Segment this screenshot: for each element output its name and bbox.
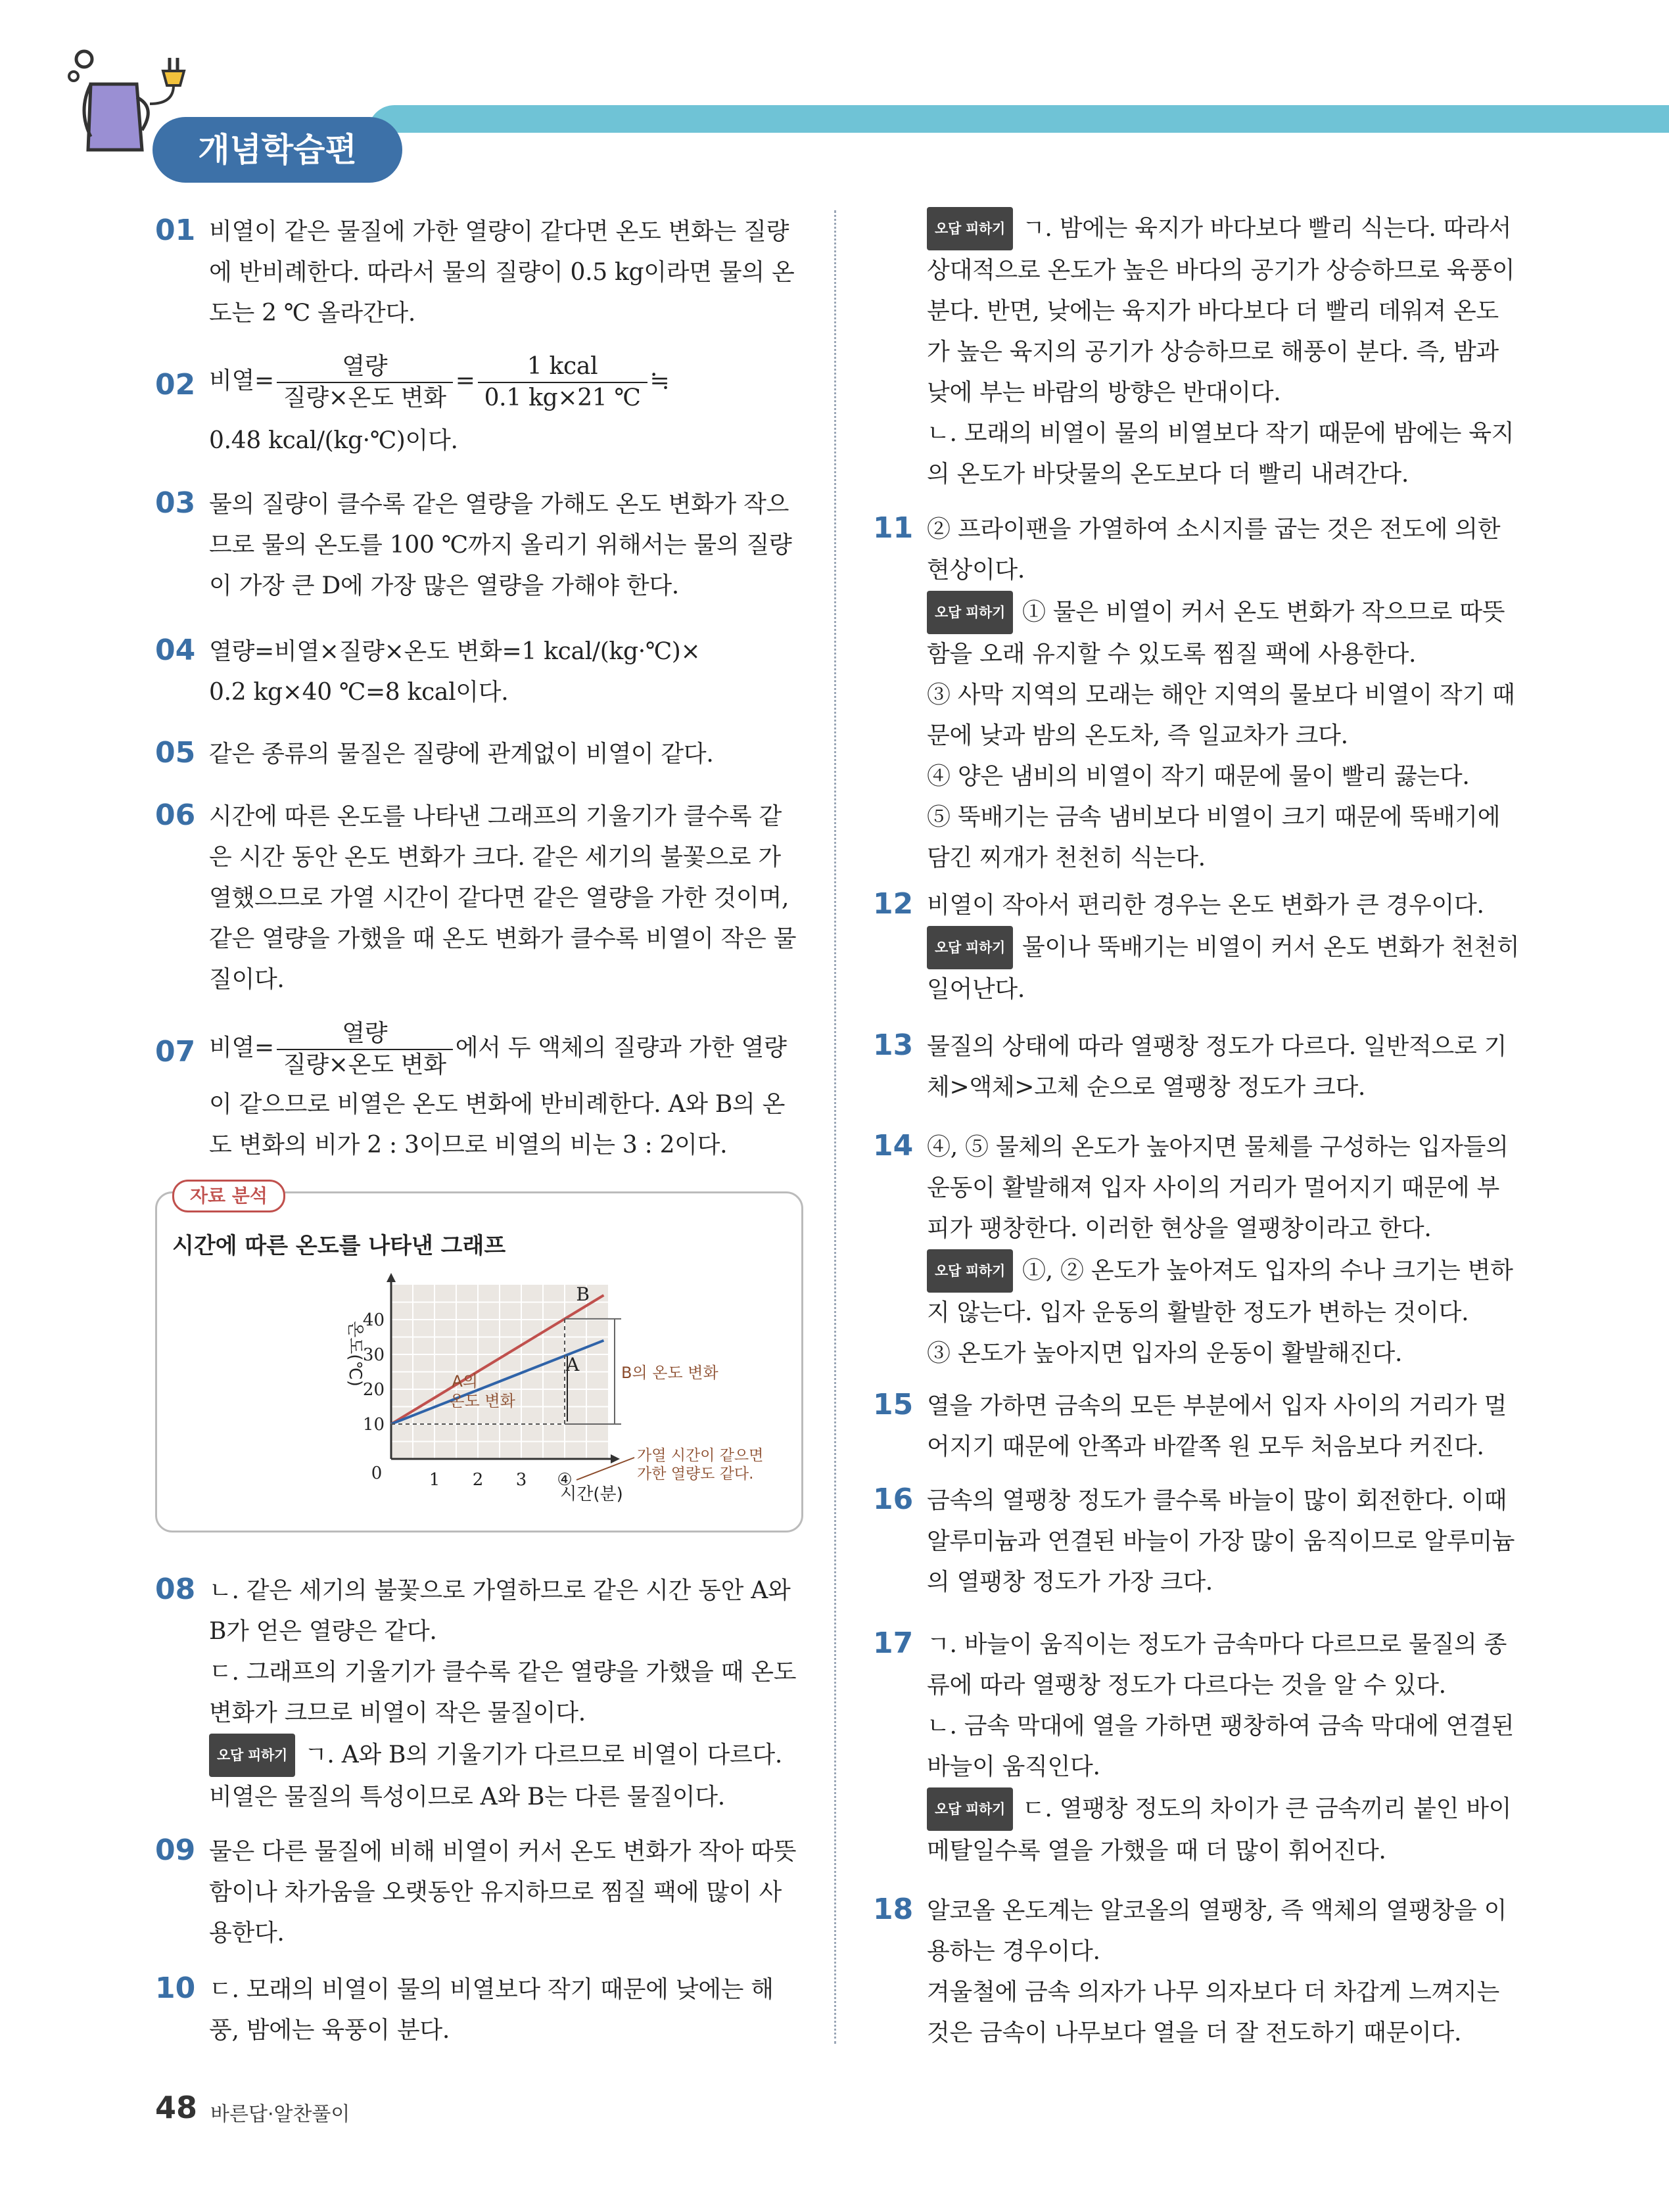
answer-09	[209, 1832, 796, 1954]
answer-03	[209, 484, 791, 607]
answer-12	[927, 885, 1519, 1010]
answer-line	[927, 207, 1515, 250]
answer-07-cont	[209, 1084, 785, 1166]
fraction-denominator: 0.1 kg×21 ℃	[484, 384, 641, 411]
answer-line: ㄴ. 모래의 비열이 물의 비열보다 작기 때문에 밤에는 육지	[927, 420, 1515, 447]
b-change-note: B의 온도 변화	[621, 1363, 718, 1382]
question-number: 11	[873, 511, 914, 545]
fraction	[277, 1019, 453, 1080]
fraction	[478, 352, 647, 413]
fraction-numerator: 열량	[277, 1019, 453, 1050]
x-tick-label: 3	[515, 1470, 527, 1490]
answer-line: 메탈일수록 열을 가했을 때 더 많이 휘어진다.	[927, 1837, 1386, 1864]
wrong-answer-tag: 오답 피하기	[209, 1734, 295, 1777]
answer-line: ④ 양은 냄비의 비열이 작기 때문에 물이 빨리 끓는다.	[927, 763, 1470, 790]
time-note: 가한 열량도 같다.	[637, 1465, 754, 1483]
a-change-note: 온도 변화	[449, 1392, 515, 1410]
answer-line: 함을 오래 유지할 수 있도록 찜질 팩에 사용한다.	[927, 641, 1417, 668]
answer-13	[927, 1026, 1507, 1108]
page-number: 48	[155, 2090, 198, 2125]
answer-line: 열량=비열×질량×온도 변화=1 kcal/(kg·℃)×	[209, 638, 701, 665]
answer-17	[927, 1624, 1514, 1872]
answer-line: 바늘이 움직인다.	[927, 1753, 1100, 1780]
y-axis-arrow	[387, 1273, 396, 1282]
answer-line: 도 변화의 비가 2 : 3이므로 비열의 비는 3 : 2이다.	[209, 1132, 728, 1159]
chart-title: 시간에 따른 온도를 나타낸 그래프	[172, 1233, 506, 1259]
answer-line: 은 시간 동안 온도 변화가 크다. 같은 세기의 불꽃으로 가	[209, 844, 781, 871]
header-bar	[368, 105, 1669, 133]
answer-line: ③ 온도가 높아지면 입자의 운동이 활발해진다.	[927, 1340, 1403, 1367]
question-number: 07	[155, 1035, 196, 1069]
answer-line: ⑤ 뚝배기는 금속 냄비보다 비열이 크기 때문에 뚝배기에	[927, 804, 1501, 831]
answer-16	[927, 1481, 1515, 1603]
answer-line: 열을 가하면 금속의 모든 부분에서 입자 사이의 거리가 멀	[927, 1393, 1507, 1419]
answer-line: 물의 질량이 클수록 같은 열량을 가해도 온도 변화가 작으	[209, 491, 789, 518]
answer-line: 상대적으로 온도가 높은 바다의 공기가 상승하므로 육풍이	[927, 257, 1515, 284]
answer-line	[927, 1787, 1514, 1831]
answer-line: 일어난다.	[927, 976, 1025, 1003]
question-number: 05	[155, 736, 196, 770]
tag-text: ㄷ. 열팽창 정도의 차이가 큰 금속끼리 붙인 바이	[1022, 1795, 1512, 1822]
answer-line: 열했으므로 가열 시간이 같다면 같은 열량을 가한 것이며,	[209, 885, 789, 911]
answer-line	[927, 591, 1515, 634]
answer-02	[209, 352, 669, 413]
answer-15	[927, 1386, 1507, 1467]
x-tick-label: 1	[429, 1470, 440, 1490]
question-number: 17	[873, 1626, 914, 1660]
answer-08	[209, 1571, 796, 1818]
series-label-B: B	[576, 1283, 590, 1305]
section-title: 개념학습편	[153, 117, 402, 183]
answer-line: 물은 다른 물질에 비해 비열이 커서 온도 변화가 작아 따뜻	[209, 1838, 797, 1865]
answer-line: 분다. 반면, 낮에는 육지가 바다보다 더 빨리 데워져 온도	[927, 298, 1499, 325]
answer-line: 현상이다.	[927, 557, 1025, 584]
wrong-answer-tag: 오답 피하기	[927, 1249, 1013, 1293]
answer-10-cont	[927, 207, 1515, 495]
tag-text: ㄱ. 밤에는 육지가 바다보다 빨리 식는다. 따라서	[1022, 215, 1512, 242]
answer-11	[927, 509, 1515, 879]
x-axis-arrow	[611, 1454, 620, 1463]
formula-text: =	[455, 367, 475, 394]
y-axis-label	[345, 1321, 365, 1387]
answer-line: ㄷ. 그래프의 기울기가 클수록 같은 열량을 가했을 때 온도	[209, 1659, 797, 1686]
answer-line: 체>액체>고체 순으로 열팽창 정도가 크다.	[927, 1074, 1366, 1101]
tag-text: ①, ② 온도가 높아져도 입자의 수나 크기는 변하	[1022, 1257, 1513, 1284]
answer-line: 용한다.	[209, 1920, 285, 1947]
answer-line: 담긴 찌개가 천천히 식는다.	[927, 844, 1206, 871]
answer-line: 0.2 kg×40 ℃=8 kcal이다.	[209, 679, 509, 706]
x-tick-label: 0	[371, 1463, 383, 1483]
question-number: 03	[155, 486, 196, 520]
question-number: 15	[873, 1388, 914, 1421]
answer-line: 용하는 경우이다.	[927, 1938, 1100, 1965]
answer-05	[209, 734, 714, 775]
answer-line: 함이나 차가움을 오랫동안 유지하므로 찜질 팩에 많이 사	[209, 1879, 782, 1906]
x-tick-label: ④	[557, 1470, 573, 1490]
answer-line: 이 같으므로 비열은 온도 변화에 반비례한다. A와 B의 온	[209, 1091, 786, 1118]
fraction-numerator: 1 kcal	[478, 352, 647, 383]
fraction-denominator: 질량×온도 변화	[283, 1051, 446, 1078]
answer-line: 질이다.	[209, 966, 285, 993]
answer-line: B가 얻은 열량은 같다.	[209, 1618, 437, 1645]
answer-line	[927, 926, 1519, 969]
y-tick-label: 20	[362, 1380, 385, 1400]
answer-line: 것은 금속이 나무보다 열을 더 잘 전도하기 때문이다.	[927, 2019, 1462, 2046]
data-analysis-tag: 자료 분석	[172, 1180, 285, 1212]
answer-line: 에 반비례한다. 따라서 물의 질량이 0.5 kg이라면 물의 온	[209, 259, 795, 286]
tag-text: 물이나 뚝배기는 비열이 커서 온도 변화가 천천히	[1022, 934, 1520, 961]
answer-line: 물질의 상태에 따라 열팽창 정도가 다르다. 일반적으로 기	[927, 1033, 1507, 1060]
column-divider	[834, 210, 836, 2044]
answer-06	[209, 796, 796, 1000]
answer-line: 도는 2 ℃ 올라간다.	[209, 300, 416, 327]
answer-14	[927, 1127, 1513, 1374]
answer-line: ㄱ. 바늘이 움직이는 정도가 금속마다 다르므로 물질의 종	[927, 1631, 1507, 1658]
time-note: 가열 시간이 같으면	[637, 1447, 764, 1464]
answer-line: 같은 종류의 물질은 질량에 관계없이 비열이 같다.	[209, 741, 714, 768]
answer-10	[209, 1970, 774, 2051]
tag-text: ① 물은 비열이 커서 온도 변화가 작으므로 따뜻	[1022, 599, 1505, 626]
y-tick-label: 30	[362, 1345, 385, 1365]
question-number: 04	[155, 634, 196, 667]
answer-line: 의 열팽창 정도가 가장 크다.	[927, 1569, 1213, 1596]
answer-line: 비열은 물질의 특성이므로 A와 B는 다른 물질이다.	[209, 1784, 725, 1810]
question-number: 10	[155, 1971, 196, 2005]
wrong-answer-tag: 오답 피하기	[927, 1787, 1013, 1831]
question-number: 02	[155, 368, 196, 402]
answer-line: 의 온도가 바닷물의 온도보다 더 빨리 내려간다.	[927, 461, 1409, 488]
answer-line: ② 프라이팬을 가열하여 소시지를 굽는 것은 전도에 의한	[927, 516, 1501, 543]
answer-line: 운동이 활발해져 입자 사이의 거리가 멀어지기 때문에 부	[927, 1174, 1499, 1201]
question-number: 16	[873, 1483, 914, 1516]
answer-line: 문에 낮과 밤의 온도차, 즉 일교차가 크다.	[927, 722, 1348, 749]
fraction-numerator: 열량	[277, 352, 453, 383]
answer-line: ④, ⑤ 물체의 온도가 높아지면 물체를 구성하는 입자들의	[927, 1134, 1509, 1161]
formula-text: ≒	[649, 367, 670, 394]
answer-line: 시간에 따른 온도를 나타낸 그래프의 기울기가 클수록 같	[209, 803, 782, 830]
question-number: 06	[155, 798, 196, 832]
answer-line: 가 높은 육지의 공기가 상승하므로 해풍이 분다. 즉, 밤과	[927, 338, 1499, 365]
answer-line: 비열이 작아서 편리한 경우는 온도 변화가 큰 경우이다.	[927, 892, 1484, 919]
question-number: 08	[155, 1573, 196, 1606]
answer-01	[209, 212, 794, 334]
answer-line	[209, 1734, 796, 1777]
answer-line: 겨울철에 금속 의자가 나무 의자보다 더 차갑게 느껴지는	[927, 1979, 1499, 2006]
answer-line: 풍, 밤에는 육풍이 분다.	[209, 2017, 450, 2044]
answer-line: ㄴ. 금속 막대에 열을 가하면 팽창하여 금속 막대에 연결된	[927, 1713, 1515, 1740]
temperature-chart	[329, 1268, 802, 1518]
question-number: 01	[155, 214, 196, 247]
wrong-answer-tag: 오답 피하기	[927, 926, 1013, 969]
wrong-answer-tag: 오답 피하기	[927, 207, 1013, 250]
y-tick-label: 10	[362, 1415, 385, 1435]
answer-line: ③ 사막 지역의 모래는 해안 지역의 물보다 비열이 작기 때	[927, 681, 1515, 708]
x-tick-label: 2	[472, 1470, 484, 1490]
formula-text: 비열=	[209, 367, 274, 394]
fraction	[277, 352, 453, 413]
answer-line: 류에 따라 열팽창 정도가 다르다는 것을 알 수 있다.	[927, 1672, 1446, 1699]
answer-line: 지 않는다. 입자 운동의 활발한 정도가 변하는 것이다.	[927, 1299, 1469, 1326]
fraction-denominator: 질량×온도 변화	[283, 384, 446, 411]
answer-line: 어지기 때문에 안쪽과 바깥쪽 원 모두 처음보다 커진다.	[927, 1433, 1484, 1460]
answer-line: 알코올 온도계는 알코올의 열팽창, 즉 액체의 열팽창을 이	[927, 1897, 1507, 1924]
answer-line: 0.48 kcal/(kg·℃)이다.	[209, 427, 458, 454]
y-axis-label-text: 온도(℃)	[345, 1321, 365, 1387]
question-number: 12	[873, 887, 914, 921]
footer-text: 바른답·알찬풀이	[210, 2103, 350, 2126]
question-number: 13	[873, 1028, 914, 1062]
answer-line	[927, 1249, 1513, 1293]
x-axis-label: 시간(분)	[560, 1485, 623, 1504]
answer-line: 므로 물의 온도를 100 ℃까지 올리기 위해서는 물의 질량	[209, 532, 792, 559]
answer-line: 이 가장 큰 D에 가장 많은 열량을 가해야 한다.	[209, 572, 679, 599]
answer-line: 피가 팽창한다. 이러한 현상을 열팽창이라고 한다.	[927, 1215, 1432, 1242]
answer-line: 금속의 열팽창 정도가 클수록 바늘이 많이 회전한다. 이때	[927, 1487, 1507, 1514]
formula-text: 에서 두 액체의 질량과 가한 열량	[455, 1034, 787, 1061]
answer-line: 알루미늄과 연결된 바늘이 가장 많이 움직이므로 알루미늄	[927, 1528, 1515, 1555]
answer-line: ㄴ. 같은 세기의 불꽃으로 가열하므로 같은 시간 동안 A와	[209, 1577, 791, 1604]
answer-04	[209, 632, 700, 713]
series-label-A: A	[566, 1354, 580, 1376]
answer-07	[209, 1019, 787, 1080]
answer-line: 낮에 부는 바람의 방향은 반대이다.	[927, 379, 1281, 406]
formula-text: 비열=	[209, 1034, 274, 1061]
tag-text: ㄱ. A와 B의 기울기가 다르므로 비열이 다르다.	[304, 1741, 783, 1768]
answer-line: 비열이 같은 물질에 가한 열량이 같다면 온도 변화는 질량	[209, 218, 789, 245]
wrong-answer-tag: 오답 피하기	[927, 591, 1013, 634]
answer-line: 변화가 크므로 비열이 작은 물질이다.	[209, 1699, 586, 1726]
y-tick-label: 40	[362, 1310, 385, 1330]
a-change-note: A의	[452, 1372, 479, 1391]
question-number: 09	[155, 1833, 196, 1867]
answer-line: ㄷ. 모래의 비열이 물의 비열보다 작기 때문에 낮에는 해	[209, 1976, 774, 2003]
question-number: 14	[873, 1129, 914, 1163]
question-number: 18	[873, 1893, 914, 1926]
answer-line: 같은 열량을 가했을 때 온도 변화가 클수록 비열이 작은 물	[209, 925, 797, 952]
answer-18	[927, 1891, 1507, 2054]
time-note-pointer	[576, 1458, 634, 1480]
